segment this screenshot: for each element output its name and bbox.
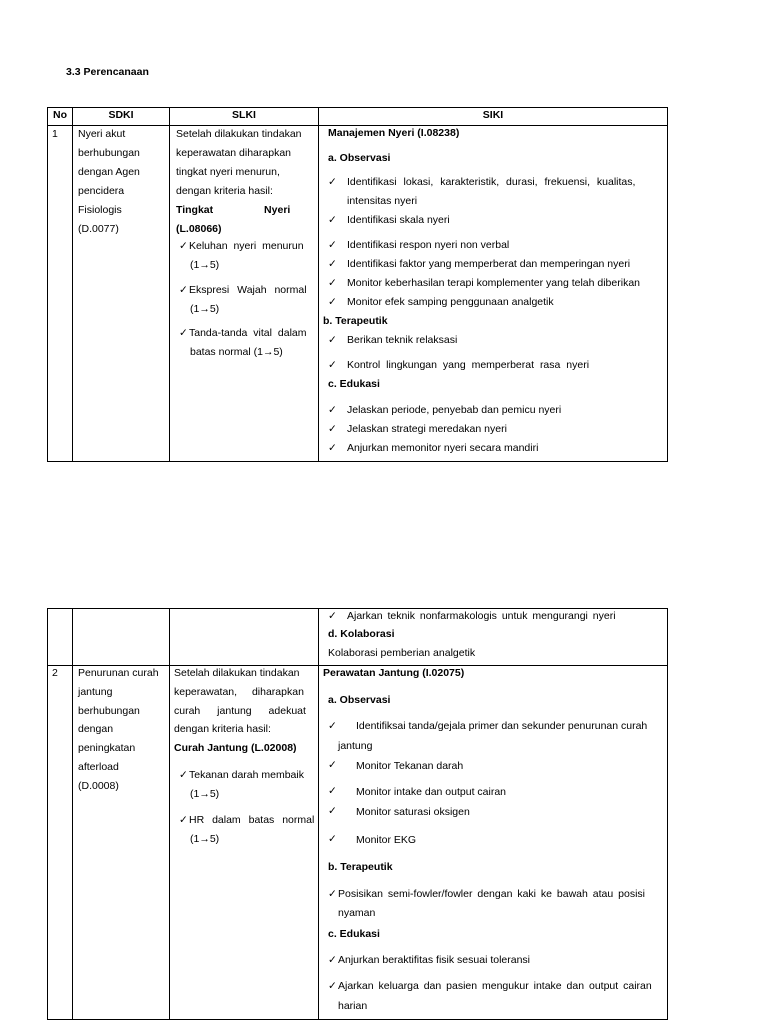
siki-observasi-item: Monitor efek samping penggunaan analgetik [347,296,554,308]
header-slki: SLKI [232,109,256,121]
row-number: 1 [52,128,58,140]
check-icon: ✓ [179,327,188,339]
siki-edukasi-item: harian [338,1000,368,1012]
sdki-text: (D.0077) [78,223,119,235]
check-icon: ✓ [328,334,337,346]
slki-intro: dengan kriteria hasil: [174,723,271,735]
sdki-text: jantung [78,686,113,698]
slki-criteria: Ekspresi Wajah normal [189,284,307,296]
check-icon: ✓ [328,277,337,289]
slki-intro: keperawatan, diharapkan [174,686,304,698]
siki-observasi-item: Identifikasi lokasi, karakteristik, durasi, frekuensi, kualitas, [347,176,636,188]
siki-observasi-item: Identifikasi faktor yang memperberat dan memperingan nyeri [347,258,631,270]
column-divider [318,108,319,461]
siki-terapeutik-heading: b. Terapeutik [323,315,388,327]
sdki-text: Penurunan curah [78,667,159,679]
planning-table-continued [47,608,668,1020]
siki-observasi-item: Identifiksai tanda/gejala primer dan sekunder penurunan curah [356,720,648,732]
slki-outcome-title: Curah Jantung (L.02008) [174,742,297,754]
siki-edukasi-heading: c. Edukasi [328,378,380,390]
siki-terapeutik-item: Berikan teknik relaksasi [347,334,458,346]
slki-criteria: Tekanan darah membaik [189,769,304,781]
column-divider [169,609,170,1019]
slki-intro: dengan kriteria hasil: [176,185,273,197]
check-icon: ✓ [328,833,337,845]
slki-criteria-scale: (1→5) [190,259,220,271]
slki-intro: Setelah dilakukan tindakan [174,667,300,679]
header-no: No [53,109,67,121]
slki-outcome-title: Tingkat Nyeri [176,204,291,216]
siki-edukasi-heading: c. Edukasi [328,928,380,940]
siki-observasi-item: Monitor intake dan output cairan [356,786,507,798]
siki-intervention-title: Perawatan Jantung (I.02075) [323,667,465,679]
check-icon: ✓ [179,284,188,296]
row-divider [48,665,667,666]
slki-criteria-scale: (1→5) [190,833,220,845]
column-divider [318,609,319,1019]
check-icon: ✓ [328,442,337,454]
siki-observasi-item: Monitor saturasi oksigen [356,806,470,818]
siki-edukasi-item: Ajarkan keluarga dan pasien mengukur intake dan output cairan [338,980,652,992]
column-divider [72,609,73,1019]
column-divider [72,108,73,461]
check-icon: ✓ [328,954,337,966]
siki-observasi-item: Monitor EKG [356,834,417,846]
siki-edukasi-item: Jelaskan strategi meredakan nyeri [347,423,507,435]
siki-intervention-title: Manajemen Nyeri (I.08238) [328,127,460,139]
check-icon: ✓ [328,214,337,226]
sdki-text: berhubungan [78,147,140,159]
siki-terapeutik-item: Kontrol lingkungan yang memperberat rasa nyeri [347,359,590,371]
slki-criteria: Tanda-tanda vital dalam [189,327,307,339]
siki-terapeutik-item: nyaman [338,907,376,919]
siki-observasi-item: Identifikasi respon nyeri non verbal [347,239,510,251]
siki-observasi-heading: a. Observasi [328,694,391,706]
sdki-text: berhubungan [78,705,140,717]
slki-criteria-scale: (1→5) [190,303,220,315]
check-icon: ✓ [328,980,337,992]
check-icon: ✓ [328,888,337,900]
check-icon: ✓ [328,805,337,817]
check-icon: ✓ [179,769,188,781]
sdki-text: Nyeri akut [78,128,126,140]
slki-intro: tingkat nyeri menurun, [176,166,280,178]
siki-terapeutik-item: Posisikan semi-fowler/fowler dengan kaki ke bawah atau posisi [338,888,645,900]
siki-observasi-item: intensitas nyeri [347,195,418,207]
sdki-text: (D.0008) [78,780,119,792]
check-icon: ✓ [328,258,337,270]
check-icon: ✓ [179,240,188,252]
siki-edukasi-item: Anjurkan memonitor nyeri secara mandiri [347,442,539,454]
check-icon: ✓ [179,814,188,826]
section-heading: 3.3 Perencanaan [66,66,149,78]
siki-edukasi-item: Anjurkan beraktifitas fisik sesuai toleransi [338,954,531,966]
slki-outcome-code: (L.08066) [176,223,222,235]
planning-table [47,107,668,462]
siki-observasi-item: Identifikasi skala nyeri [347,214,450,226]
sdki-text: Fisiologis [78,204,122,216]
siki-terapeutik-heading: b. Terapeutik [328,861,393,873]
row-number: 2 [52,667,58,679]
slki-intro: Setelah dilakukan tindakan [176,128,302,140]
check-icon: ✓ [328,176,337,188]
check-icon: ✓ [328,404,337,416]
check-icon: ✓ [328,610,337,622]
check-icon: ✓ [328,785,337,797]
sdki-text: dengan Agen [78,166,140,178]
siki-observasi-item: Monitor keberhasilan terapi komplementer yang telah diberikan [347,277,640,289]
check-icon: ✓ [328,359,337,371]
slki-criteria-scale: batas normal (1→5) [190,346,283,358]
sdki-text: pencidera [78,185,125,197]
header-sdki: SDKI [108,109,134,121]
slki-intro: keperawatan diharapkan [176,147,291,159]
siki-observasi-heading: a. Observasi [328,152,391,164]
sdki-text: peningkatan [78,742,136,754]
siki-observasi-item: jantung [338,740,373,752]
siki-edukasi-item: Ajarkan teknik nonfarmakologis untuk mengurangi nyeri [347,610,616,622]
slki-criteria: Keluhan nyeri menurun [189,240,304,252]
sdki-text: afterload [78,761,119,773]
siki-kolaborasi-item: Kolaborasi pemberian analgetik [328,647,476,659]
sdki-text: dengan [78,723,114,735]
check-icon: ✓ [328,296,337,308]
slki-criteria: HR dalam batas normal [189,814,315,826]
slki-criteria-scale: (1→5) [190,788,220,800]
check-icon: ✓ [328,759,337,771]
header-divider [48,125,667,126]
check-icon: ✓ [328,720,337,732]
check-icon: ✓ [328,239,337,251]
slki-intro: curah jantung adekuat [174,705,306,717]
column-divider [169,108,170,461]
check-icon: ✓ [328,423,337,435]
header-siki: SIKI [482,109,504,121]
siki-edukasi-item: Jelaskan periode, penyebab dan pemicu nyeri [347,404,562,416]
siki-kolaborasi-heading: d. Kolaborasi [328,628,395,640]
siki-observasi-item: Monitor Tekanan darah [356,760,464,772]
